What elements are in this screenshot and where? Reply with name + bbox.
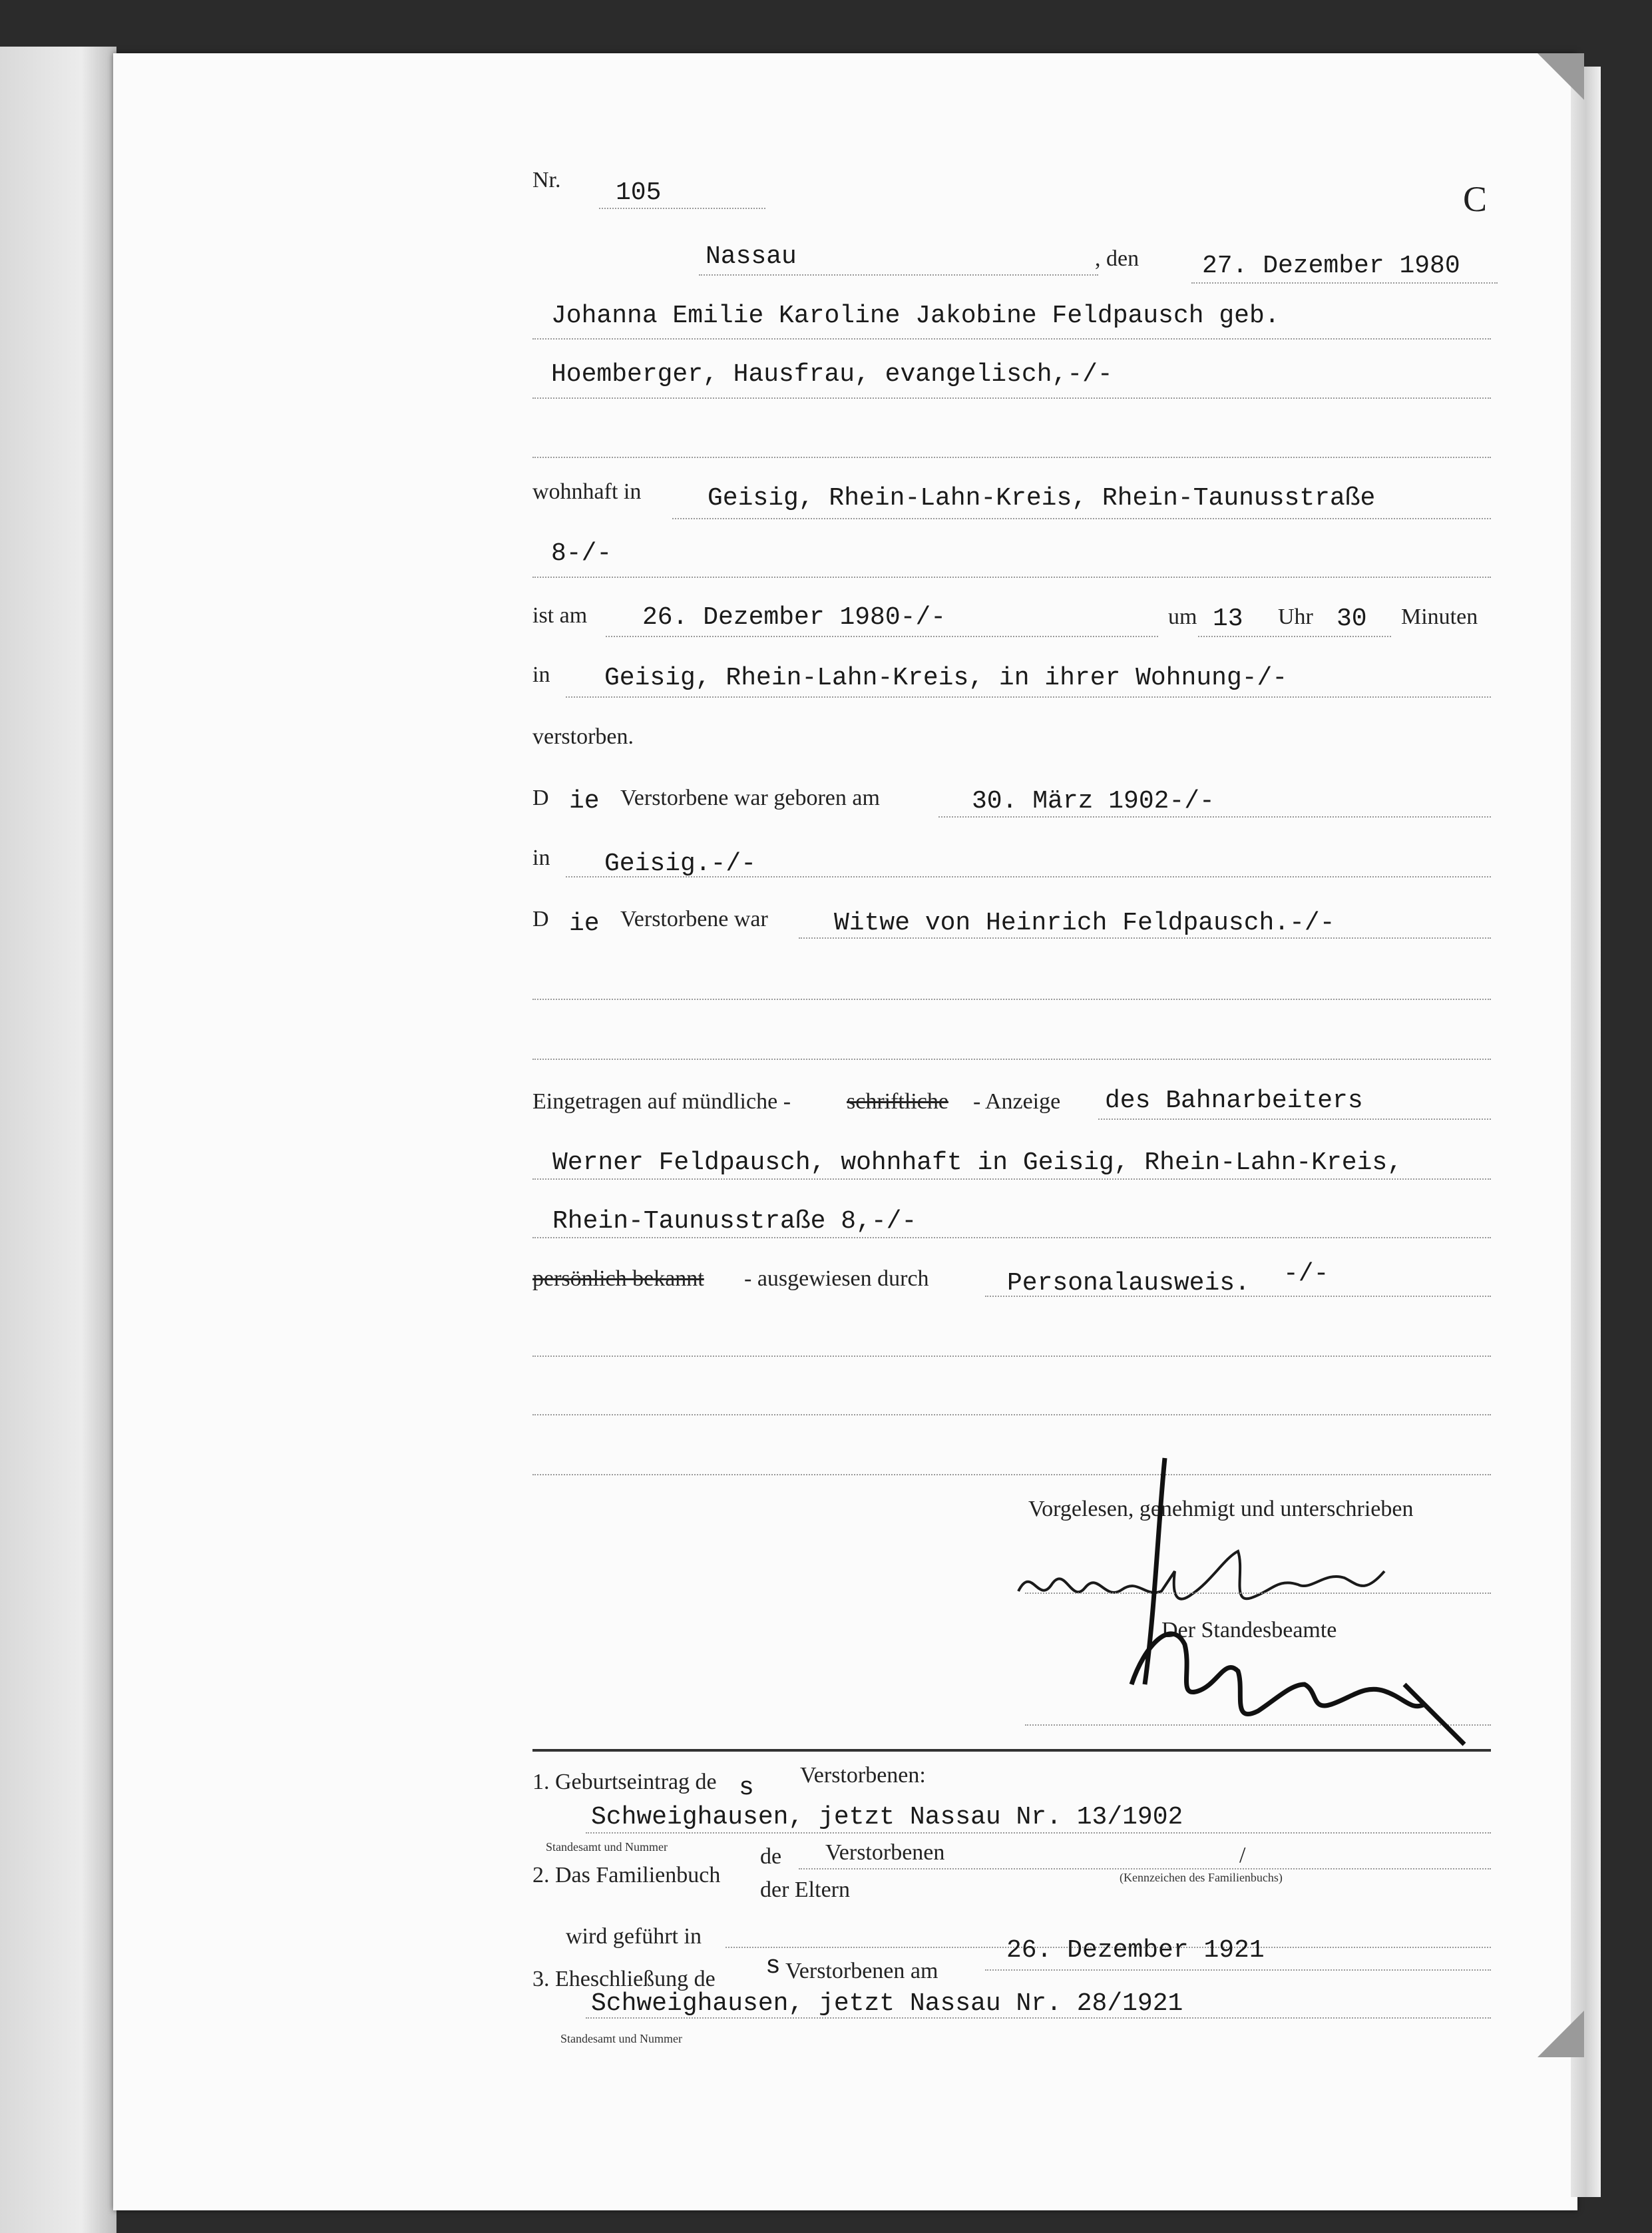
footer-item3-value: Schweighausen, jetzt Nassau Nr. 28/1921 (591, 1989, 1183, 2018)
status-label: Verstorbene war (620, 907, 768, 931)
footer-item1-label2: Verstorbenen: (800, 1763, 926, 1788)
informant-line-3: Rhein-Taunusstraße 8,-/- (552, 1207, 917, 1236)
register-letter: C (1463, 179, 1488, 219)
blank-line-2 (532, 1414, 1491, 1415)
birth-label: Verstorbene war geboren am (620, 786, 880, 810)
registration-label-struck: schriftliche (847, 1089, 948, 1114)
place-value: Nassau (706, 242, 797, 271)
official-signature (1092, 1445, 1478, 1764)
informant-line-2: Werner Feldpausch, wohnhaft in Geisig, Rhein-Lahn-Kreis, (552, 1148, 1403, 1177)
footer-item3-date: 26. Dezember 1921 (1006, 1936, 1265, 1965)
registration-label-prefix: Eingetragen auf mündliche - (532, 1089, 791, 1114)
death-place-value: Geisig, Rhein-Lahn-Kreis, in ihrer Wohnung-/- (604, 664, 1288, 692)
identity-suffix: -/- (1283, 1260, 1329, 1288)
death-hour: 13 (1213, 605, 1243, 633)
person-underline-2 (532, 397, 1491, 399)
footer-item3-caption: Standesamt und Nummer (560, 2032, 682, 2045)
verstorben-label: verstorben. (532, 724, 634, 749)
footer-item3-date-line (985, 1969, 1491, 1971)
person-underline-3 (532, 457, 1491, 458)
birth-place-value: Geisig.-/- (604, 850, 757, 878)
footer-item2-caption: (Kennzeichen des Familienbuchs) (1120, 1871, 1283, 1884)
birth-ie-typed: ie (569, 787, 600, 816)
minuten-label: Minuten (1401, 605, 1478, 629)
person-underline-1 (532, 338, 1491, 340)
status-line-3 (532, 1059, 1491, 1060)
den-label: , den (1095, 246, 1139, 271)
footer-item2-label: 2. Das Familienbuch (532, 1863, 721, 1887)
footer-divider (532, 1749, 1491, 1752)
uhr-label: Uhr (1278, 605, 1313, 629)
death-minutes: 30 (1337, 605, 1367, 633)
date-line (1191, 282, 1498, 284)
death-time-line (1198, 636, 1391, 637)
footer-item3-s: s (765, 1952, 781, 1981)
footer-item1-line (586, 1832, 1491, 1834)
footer-item2-de: de (760, 1844, 782, 1869)
footer-item1-label: 1. Geburtseintrag de (532, 1770, 717, 1794)
death-date-label: ist am (532, 603, 588, 628)
status-d-label: D (532, 907, 549, 931)
residence-underline-1 (672, 518, 1491, 519)
blank-line-1 (532, 1356, 1491, 1357)
death-date-line (606, 636, 1158, 637)
birth-place-label: in (532, 846, 550, 870)
person-line-2: Hoemberger, Hausfrau, evangelisch,-/- (551, 360, 1113, 389)
nr-value: 105 (616, 178, 662, 207)
death-place-label: in (532, 662, 550, 687)
nr-label: Nr. (532, 168, 561, 192)
status-line-1 (799, 937, 1491, 939)
footer-item1-value: Schweighausen, jetzt Nassau Nr. 13/1902 (591, 1803, 1183, 1832)
residence-line-1: Geisig, Rhein-Lahn-Kreis, Rhein-Taunusstraße (708, 484, 1376, 513)
place-line (699, 274, 1098, 276)
status-line-2 (532, 999, 1491, 1000)
birth-date-value: 30. März 1902-/- (972, 787, 1215, 816)
footer-item3-line (586, 2017, 1491, 2019)
status-value: Witwe von Heinrich Feldpausch.-/- (834, 909, 1335, 937)
informant-underline-3 (532, 1237, 1491, 1238)
identity-line (985, 1296, 1491, 1297)
death-date-value: 26. Dezember 1980-/- (642, 603, 946, 632)
registration-label-suffix: - Anzeige (973, 1089, 1061, 1114)
informant-line-1: des Bahnarbeiters (1105, 1087, 1363, 1115)
informant-underline-1 (1098, 1118, 1491, 1120)
footer-item2-verstorbenen: Verstorbenen (825, 1840, 945, 1865)
page-stack-edge (1571, 67, 1601, 2197)
left-page-edge (0, 47, 116, 2233)
footer-item1-caption: Standesamt und Nummer (546, 1840, 668, 1854)
birth-date-line (938, 816, 1491, 818)
footer-item2-slash: / (1239, 1843, 1246, 1867)
nr-line (599, 208, 765, 209)
footer-item2-line (799, 1868, 1491, 1869)
approval-text: Vorgelesen, genehmigt und unterschrieben (1028, 1497, 1414, 1521)
birth-place-line (566, 876, 1491, 877)
um-label: um (1168, 605, 1197, 629)
identity-label: - ausgewiesen durch (744, 1266, 929, 1291)
birth-d-label: D (532, 786, 549, 810)
residence-line-2: 8-/- (551, 539, 612, 568)
residence-label: wohnhaft in (532, 479, 642, 504)
footer-item2-eltern: der Eltern (760, 1877, 850, 1902)
status-ie-typed: ie (569, 909, 600, 938)
death-place-line (566, 696, 1491, 698)
informant-underline-2 (532, 1178, 1491, 1180)
footer-item1-s: s (739, 1774, 754, 1802)
person-line-1: Johanna Emilie Karoline Jakobine Feldpausch geb. (551, 302, 1280, 330)
footer-item3-label2: Verstorbenen am (785, 1959, 938, 1983)
residence-underline-2 (532, 577, 1491, 578)
footer-item3-label: 3. Eheschließung de (532, 1967, 716, 1991)
identity-struck: persönlich bekannt (532, 1266, 704, 1291)
identity-value: Personalausweis. (1007, 1269, 1250, 1298)
date-value: 27. Dezember 1980 (1202, 252, 1460, 280)
official-label: Der Standesbeamte (1161, 1618, 1337, 1642)
footer-item2-label2: wird geführt in (566, 1924, 702, 1949)
